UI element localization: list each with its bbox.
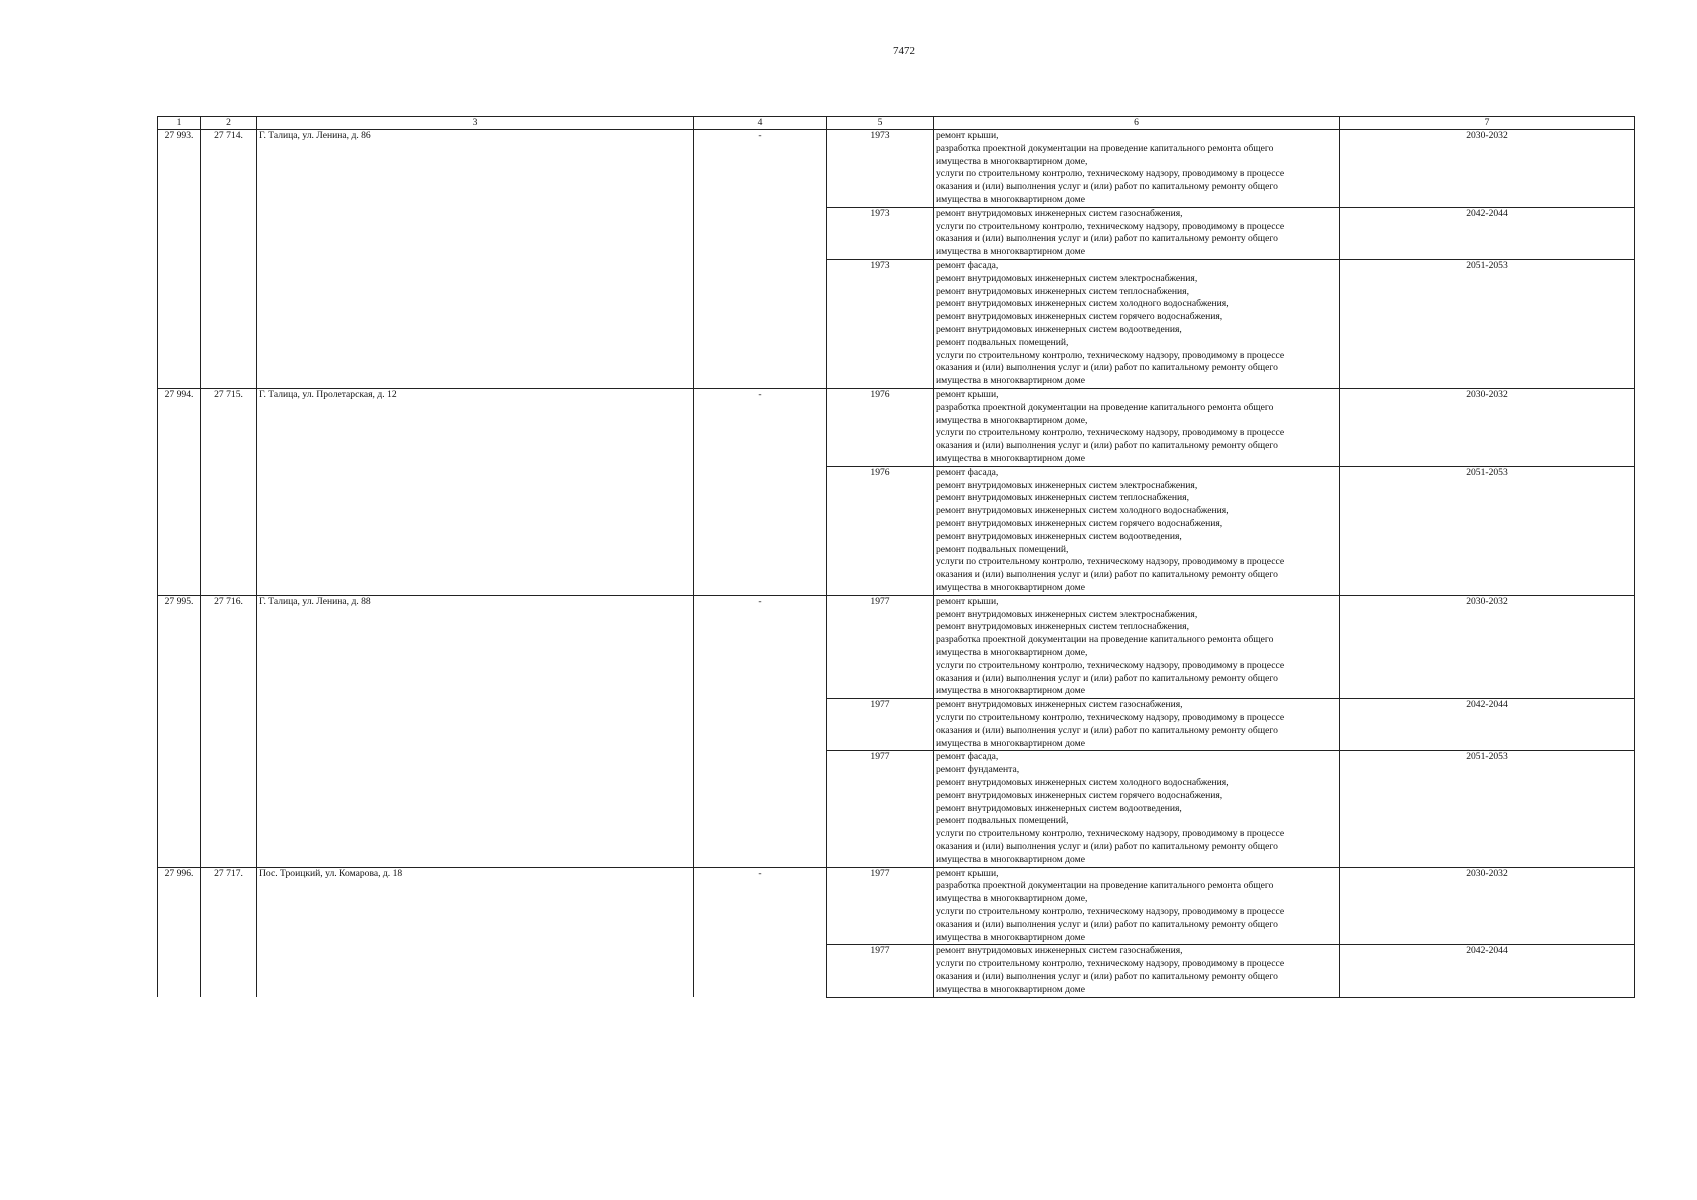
page-number: 7472 [893, 45, 915, 57]
work-item: имущества в многоквартирном доме, [936, 893, 1088, 905]
work-item: имущества в многоквартирном доме [936, 983, 1085, 995]
period-cell: 2051-2053 [1340, 466, 1635, 595]
work-item: ремонт внутридомовых инженерных систем водоотведения, [936, 323, 1182, 335]
work-item: ремонт внутридомовых инженерных систем водоотведения, [936, 530, 1182, 542]
address-cell: Г. Талица, ул. Ленина, д. 88 [257, 595, 694, 867]
work-item: ремонт внутридомовых инженерных систем газоснабжения, [936, 207, 1183, 219]
table-row [158, 867, 1635, 945]
entry-local-number-cell: 27 717. [201, 867, 257, 997]
work-item: ремонт подвальных помещений, [936, 336, 1069, 348]
year-cell: 1976 [827, 466, 934, 595]
entry-number-cell: 27 994. [158, 388, 201, 595]
works-cell [934, 945, 1340, 997]
work-item: ремонт внутридомовых инженерных систем электроснабжения, [936, 479, 1198, 491]
year-cell: 1977 [827, 595, 934, 698]
works-cell [934, 595, 1340, 698]
works-cell [934, 388, 1340, 466]
entry-local-number-cell: 27 714. [201, 130, 257, 389]
work-item: оказания и (или) выполнения услуг и (или) работ по капитальному ремонту общего [936, 362, 1278, 374]
works-cell [934, 867, 1340, 945]
column-4-cell: - [694, 595, 827, 867]
table-body [158, 130, 1635, 998]
work-item: услуги по строительному контролю, техническому надзору, проводимому в процессе [936, 711, 1285, 723]
work-item: оказания и (или) выполнения услуг и (или) работ по капитальному ремонту общего [936, 569, 1278, 581]
work-item: ремонт внутридомовых инженерных систем теплоснабжения, [936, 285, 1189, 297]
entry-number-cell: 27 996. [158, 867, 201, 997]
work-item: оказания и (или) выполнения услуг и (или) работ по капитальному ремонту общего [936, 672, 1278, 684]
repair-schedule-table-wrap [157, 116, 1634, 998]
work-item: ремонт внутридомовых инженерных систем электроснабжения, [936, 272, 1198, 284]
work-item: ремонт внутридомовых инженерных систем горячего водоснабжения, [936, 311, 1223, 323]
work-item: имущества в многоквартирном доме, [936, 646, 1088, 658]
column-4-cell: - [694, 130, 827, 389]
work-item: ремонт фундамента, [936, 764, 1020, 776]
work-item: разработка проектной документации на проведение капитального ремонта общего [936, 401, 1274, 413]
period-cell: 2030-2032 [1340, 595, 1635, 698]
period-cell: 2051-2053 [1340, 751, 1635, 867]
header-row [158, 117, 1635, 130]
table-row [158, 130, 1635, 208]
entry-local-number-cell: 27 715. [201, 388, 257, 595]
work-item: ремонт внутридомовых инженерных систем газоснабжения, [936, 699, 1183, 711]
work-item: имущества в многоквартирном доме [936, 737, 1085, 749]
work-item: ремонт фасада, [936, 259, 999, 271]
work-item: ремонт внутридомовых инженерных систем электроснабжения, [936, 608, 1198, 620]
works-cell [934, 259, 1340, 388]
works-cell [934, 466, 1340, 595]
work-item: ремонт внутридомовых инженерных систем горячего водоснабжения, [936, 789, 1223, 801]
period-cell: 2051-2053 [1340, 259, 1635, 388]
work-item: ремонт крыши, [936, 388, 999, 400]
column-4-cell: - [694, 867, 827, 997]
work-item: ремонт внутридомовых инженерных систем теплоснабжения, [936, 621, 1189, 633]
year-cell: 1976 [827, 388, 934, 466]
work-item: услуги по строительному контролю, техническому надзору, проводимому в процессе [936, 168, 1285, 180]
work-item: разработка проектной документации на проведение капитального ремонта общего [936, 880, 1274, 892]
period-cell: 2042-2044 [1340, 699, 1635, 751]
work-item: ремонт крыши, [936, 130, 999, 141]
work-item: имущества в многоквартирном доме [936, 853, 1085, 865]
work-item: услуги по строительному контролю, техническому надзору, проводимому в процессе [936, 220, 1285, 232]
period-cell: 2042-2044 [1340, 945, 1635, 997]
year-cell: 1973 [827, 207, 934, 259]
work-item: ремонт фасада, [936, 466, 999, 478]
work-item: ремонт внутридомовых инженерных систем теплоснабжения, [936, 492, 1189, 504]
header-col-7: 7 [1340, 117, 1635, 130]
year-cell: 1977 [827, 945, 934, 997]
table-row [158, 388, 1635, 466]
work-item: ремонт внутридомовых инженерных систем холодного водоснабжения, [936, 505, 1229, 517]
work-item: ремонт подвальных помещений, [936, 815, 1069, 827]
work-item: имущества в многоквартирном доме, [936, 155, 1088, 167]
work-item: услуги по строительному контролю, техническому надзору, проводимому в процессе [936, 556, 1285, 568]
entry-number-cell: 27 993. [158, 130, 201, 389]
work-item: ремонт внутридомовых инженерных систем газоснабжения, [936, 945, 1183, 957]
period-cell: 2030-2032 [1340, 867, 1635, 945]
address-cell: Г. Талица, ул. Ленина, д. 86 [257, 130, 694, 389]
work-item: ремонт фасада, [936, 751, 999, 763]
header-col-2: 2 [201, 117, 257, 130]
repair-schedule-table [157, 116, 1635, 998]
work-item: услуги по строительному контролю, техническому надзору, проводимому в процессе [936, 349, 1285, 361]
work-item: имущества в многоквартирном доме [936, 246, 1085, 258]
entry-local-number-cell: 27 716. [201, 595, 257, 867]
work-item: услуги по строительному контролю, техническому надзору, проводимому в процессе [936, 958, 1285, 970]
header-col-1: 1 [158, 117, 201, 130]
works-cell [934, 207, 1340, 259]
works-cell [934, 130, 1340, 208]
work-item: оказания и (или) выполнения услуг и (или) работ по капитальному ремонту общего [936, 918, 1278, 930]
year-cell: 1973 [827, 130, 934, 208]
entry-number-cell: 27 995. [158, 595, 201, 867]
header-col-3: 3 [257, 117, 694, 130]
work-item: имущества в многоквартирном доме [936, 581, 1085, 593]
work-item: ремонт крыши, [936, 595, 999, 607]
works-cell [934, 751, 1340, 867]
period-cell: 2030-2032 [1340, 388, 1635, 466]
column-4-cell: - [694, 388, 827, 595]
header-col-5: 5 [827, 117, 934, 130]
works-cell [934, 699, 1340, 751]
work-item: ремонт внутридомовых инженерных систем водоотведения, [936, 802, 1182, 814]
work-item: оказания и (или) выполнения услуг и (или) работ по капитальному ремонту общего [936, 181, 1278, 193]
work-item: ремонт внутридомовых инженерных систем холодного водоснабжения, [936, 298, 1229, 310]
work-item: услуги по строительному контролю, техническому надзору, проводимому в процессе [936, 905, 1285, 917]
work-item: имущества в многоквартирном доме [936, 685, 1085, 697]
year-cell: 1977 [827, 699, 934, 751]
year-cell: 1977 [827, 867, 934, 945]
work-item: услуги по строительному контролю, техническому надзору, проводимому в процессе [936, 427, 1285, 439]
work-item: оказания и (или) выполнения услуг и (или) работ по капитальному ремонту общего [936, 970, 1278, 982]
work-item: оказания и (или) выполнения услуг и (или) работ по капитальному ремонту общего [936, 440, 1278, 452]
work-item: ремонт подвальных помещений, [936, 543, 1069, 555]
work-item: ремонт внутридомовых инженерных систем холодного водоснабжения, [936, 776, 1229, 788]
year-cell: 1973 [827, 259, 934, 388]
header-col-4: 4 [694, 117, 827, 130]
work-item: оказания и (или) выполнения услуг и (или) работ по капитальному ремонту общего [936, 840, 1278, 852]
work-item: разработка проектной документации на проведение капитального ремонта общего [936, 142, 1274, 154]
table-row [158, 595, 1635, 698]
year-cell: 1977 [827, 751, 934, 867]
work-item: имущества в многоквартирном доме [936, 375, 1085, 387]
work-item: оказания и (или) выполнения услуг и (или) работ по капитальному ремонту общего [936, 233, 1278, 245]
work-item: ремонт внутридомовых инженерных систем горячего водоснабжения, [936, 517, 1223, 529]
work-item: имущества в многоквартирном доме [936, 452, 1085, 464]
work-item: услуги по строительному контролю, техническому надзору, проводимому в процессе [936, 659, 1285, 671]
header-col-6: 6 [934, 117, 1340, 130]
address-cell: Пос. Троицкий, ул. Комарова, д. 18 [257, 867, 694, 997]
period-cell: 2042-2044 [1340, 207, 1635, 259]
work-item: имущества в многоквартирном доме, [936, 414, 1088, 426]
period-cell: 2030-2032 [1340, 130, 1635, 208]
work-item: оказания и (или) выполнения услуг и (или) работ по капитальному ремонту общего [936, 724, 1278, 736]
address-cell: Г. Талица, ул. Пролетарская, д. 12 [257, 388, 694, 595]
work-item: имущества в многоквартирном доме [936, 193, 1085, 205]
work-item: ремонт крыши, [936, 867, 999, 879]
work-item: разработка проектной документации на проведение капитального ремонта общего [936, 634, 1274, 646]
work-item: имущества в многоквартирном доме [936, 931, 1085, 943]
work-item: услуги по строительному контролю, техническому надзору, проводимому в процессе [936, 828, 1285, 840]
